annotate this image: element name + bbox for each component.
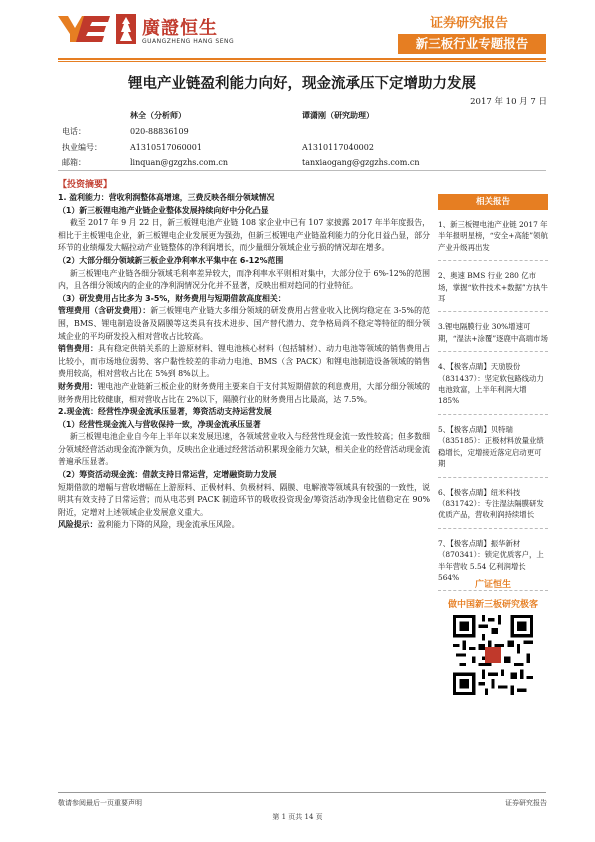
header-divider bbox=[58, 58, 546, 60]
report-type: 证券研究报告 bbox=[430, 16, 509, 31]
analyst-1-email[interactable]: linquan@gzgzhs.com.cn bbox=[130, 158, 228, 167]
risk-lead: 风险提示： bbox=[58, 520, 98, 530]
analyst-2-email[interactable]: tanxiaogang@gzgzhs.com.cn bbox=[302, 158, 420, 167]
footer-disclaimer: 敬请参阅最后一页重要声明 bbox=[58, 799, 142, 807]
section-1-2-heading: （2）大部分细分领域新三板企业净利率水平集中在 6-12%范围 bbox=[58, 255, 284, 265]
sales-expense-lead: 销售费用： bbox=[58, 344, 99, 354]
risk-body: 盈利能力下降的风险，现金流承压风险。 bbox=[97, 520, 240, 530]
related-report-item[interactable]: 3.锂电隔膜行业 30%增速可期，“湿法+涂覆”逐鹿中高端市场 bbox=[438, 321, 548, 352]
admin-expense-lead: 管理费用（含研发费用）： bbox=[58, 306, 151, 316]
cert-label: 执业编号： bbox=[62, 143, 102, 152]
section-1-1-heading: （1）新三板锂电池产业链企业整体发展持续向好中分化凸显 bbox=[58, 205, 269, 215]
finance-expense-text: 锂电池产业链新三板企业的财务费用主要来自于支付其短期借款的利息费用，大部分细分领域的财务费用比较健康，相对营收占比在 2%以下，隔膜行业的财务费用占比最高，达 7.5%。 bbox=[58, 381, 430, 404]
email-label: 邮箱： bbox=[62, 158, 86, 167]
section-2-1-text: 新三板锂电池企业自今年上半年以来发展迅速，各领域营业收入与经营性现金流一致性较高；但多数细分领域经营活动现金流净额为负，反映出企业通过经营活动积累现金能力欠缺，相关企业的经营活动现金流普遍承压显著。 bbox=[58, 432, 430, 467]
section-2-2-heading: （2）筹资活动现金流：借款支持日常运营，定增融资助力发展 bbox=[58, 470, 277, 480]
analyst-1-phone: 020-88836109 bbox=[130, 127, 189, 136]
section-1-3-heading: （3）研发费用占比多为 3-5%，财务费用与短期借款高度相关： bbox=[58, 293, 286, 303]
section-1-2-text: 新三板锂电产业链各细分领域毛利率差异较大，而净利率水平则相对集中，大部分位于 6%-12%的范围内，且各细分领域内的企业的净利润情况分化并不显著，反映出相对趋同的行业特征。 bbox=[58, 268, 430, 291]
report-subtype-badge: 新三板行业专题报告 bbox=[398, 34, 546, 54]
related-report-item[interactable]: 6、【极客点睛】纽米科技（831742）：专注湿法隔膜研发优质产品，营收利润持续增长 bbox=[438, 487, 548, 529]
related-report-item[interactable]: 4、【极客点睛】天劢股份（831437）：坚定软包路线动力电池致富，上半年利润大增 185% bbox=[438, 361, 548, 415]
related-report-item[interactable]: 1、新三板锂电池产业链 2017 年半年报明星榜，“安全+高能”领航产业升级再出发 bbox=[438, 219, 548, 261]
ye-logo-icon bbox=[58, 14, 110, 44]
related-reports-header: 相关报告 bbox=[438, 194, 548, 210]
risk-text bbox=[58, 519, 430, 532]
analyst-2-cert: A1310117040002 bbox=[302, 143, 374, 152]
related-report-item[interactable]: 5、【极客点睛】贝特瑞（835185）：正极材料放量业绩稳增长，定增接近落定启动更可期 bbox=[438, 424, 548, 478]
tower-logo-icon bbox=[116, 14, 136, 44]
report-date: 2017 年 10 月 7 日 bbox=[470, 97, 547, 107]
admin-expense-text: 新三板锂电产业链大多细分领域的研发费用占营业收入比例均稳定在 3-5%的范围，BMS、锂电制造设备及隔膜等这类具有技术进步、国产替代潜力、竞争格局尚不稳定等特征的细分领域企业的平均研发投入相对营收占比较高。 bbox=[58, 306, 430, 341]
section-1-4-text bbox=[58, 343, 430, 381]
footer-report-type: 证券研究报告 bbox=[505, 799, 547, 807]
sales-expense-text: 具有稳定供销关系的上游原材料、锂电池核心材料（包括辅材）、动力电池等领域的销售费用占比较小，而市场地位弱势、客户黏性较差的非动力电池、BMS（含 PACK）和锂电池制造设备领域的销售费用较高，相对营收占比在 5%到 8%以上。 bbox=[58, 344, 430, 379]
analyst-2-name: 谭潇刚（研究助理） bbox=[302, 111, 374, 120]
section-1-3-text bbox=[58, 305, 430, 343]
qr-code-icon[interactable] bbox=[453, 615, 533, 695]
brand-name-en: GUANGZHENG HANG SENG bbox=[142, 38, 235, 45]
footer-divider bbox=[58, 792, 546, 793]
finance-expense-lead: 财务费用： bbox=[58, 381, 98, 391]
brand-name: 廣證恒生 bbox=[142, 18, 218, 39]
promo-slogan: 做中国新三板研究极客 bbox=[447, 600, 538, 610]
phone-label: 电话： bbox=[62, 127, 86, 136]
related-report-item[interactable]: 2、奥速 BMS 行业 280 亿市场，掌握“软件技术+数据”方执牛耳 bbox=[438, 270, 548, 312]
section-1-heading: 1. 盈利能力：营收利润整体高增速，三费反映各细分领域情况 bbox=[58, 193, 275, 202]
page-number: 第 1 页共 14 页 bbox=[272, 813, 323, 821]
promo-brand: 广证恒生 bbox=[474, 580, 511, 590]
related-reports-panel bbox=[438, 194, 548, 591]
contact-divider bbox=[58, 170, 546, 171]
section-1-1-text: 截至 2017 年 9 月 22 日，新三板锂电池产业链 108 家企业中已有 107 家披露 2017 年半年度报告，相比于主板锂电企业，新三板锂电企业发展更为强劲，但新三板锂电产业链盈利能力的分化日益凸显，部分环节的业绩爆发大幅拉动产业链整体的净利润增长，而少量细分领域企业亏损的情况却在增多。 bbox=[58, 218, 430, 253]
section-2-2-text: 短期借款的增幅与营收增幅在上游原料、正极材料、负极材料、隔膜、电解液等领域具有较强的一致性，说明其有效支持了日常运营；而从电芯到 PACK 制造环节的吸收投资现金/筹资活动净现金比值稳定在 90%附近，定增对上述领域企业发展意义重大。 bbox=[58, 482, 430, 517]
section-2-heading: 2.现金流：经营性净现金流承压显著，筹资活动支持运营发展 bbox=[58, 407, 272, 417]
summary-tag: 【投资摘要】 bbox=[58, 180, 113, 190]
header-divider-thin bbox=[58, 61, 546, 62]
analyst-1-cert: A1310517060001 bbox=[130, 143, 202, 152]
summary-body bbox=[58, 192, 430, 532]
analyst-1-name: 林全（分析师） bbox=[130, 111, 186, 120]
section-1-5-text bbox=[58, 381, 430, 406]
section-2-1-heading: （1）经营性现金流入与营收保持一致，净现金流承压显著 bbox=[58, 419, 261, 429]
report-title: 锂电产业链盈利能力向好，现金流承压下定增助力发展 bbox=[128, 76, 476, 92]
related-report-item[interactable]: 7、【极客点睛】振华新材（870341）：锁定优质客户，上半年营收 5.54 亿利润增长 564% bbox=[438, 538, 548, 592]
